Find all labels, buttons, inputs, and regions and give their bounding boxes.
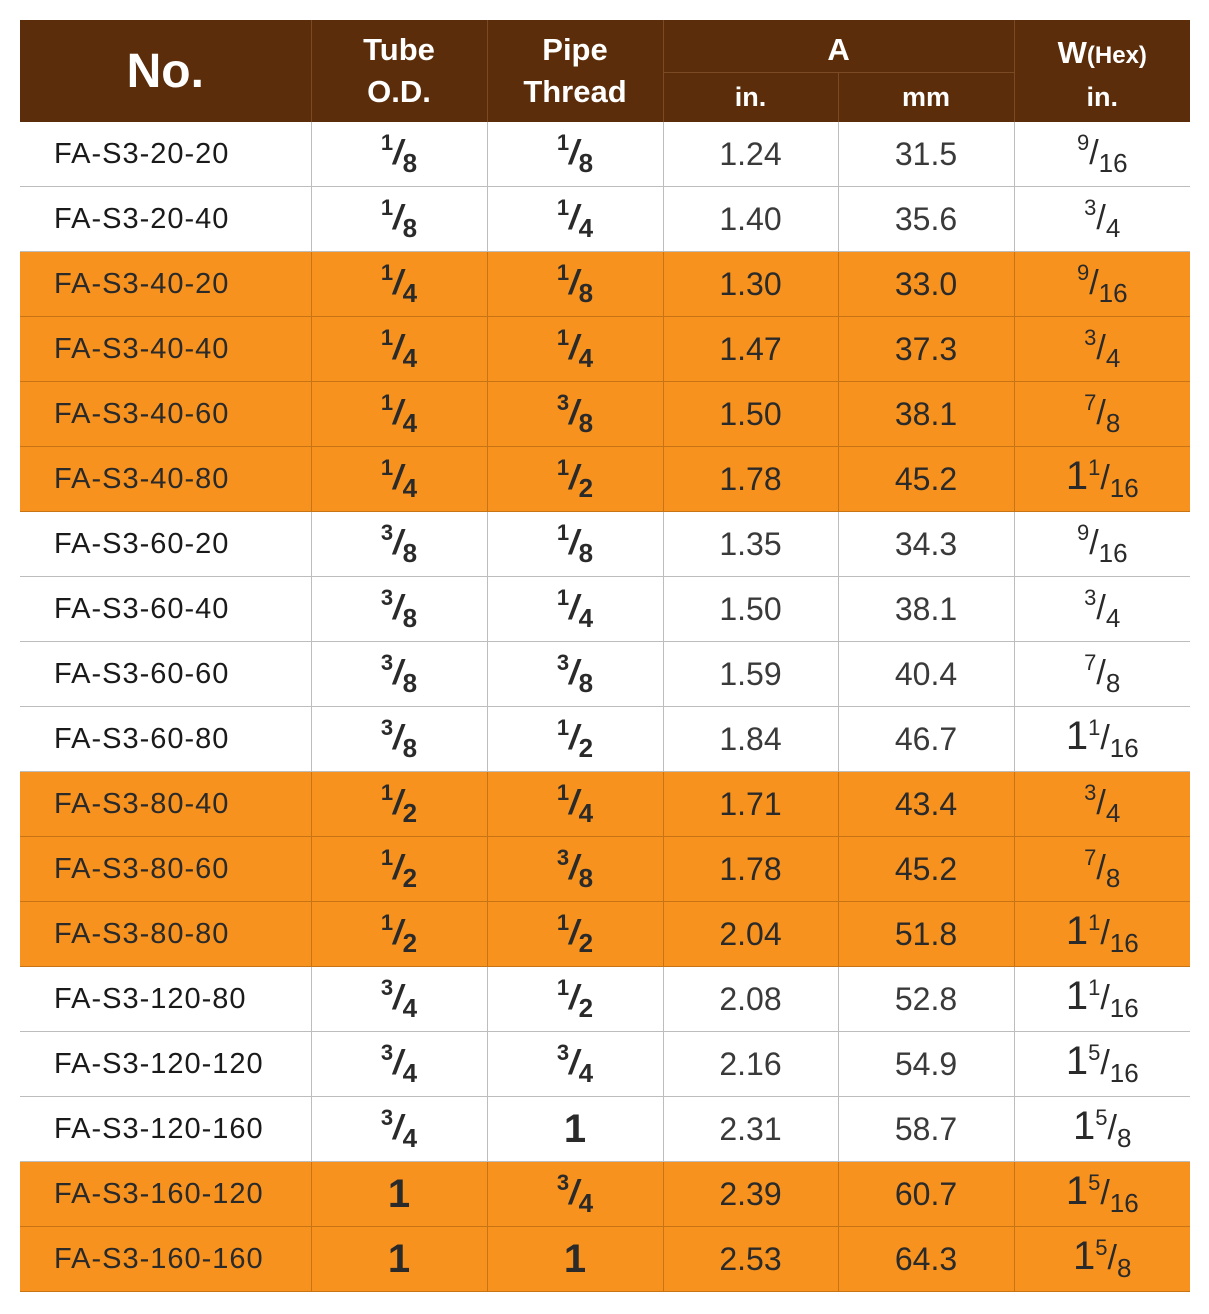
cell-pipe-thread (487, 902, 663, 967)
pipe-thread-value: $^3/_8$ (556, 844, 594, 893)
tube-od-value: $^1/_4$ (380, 324, 418, 373)
cell-a-mm: 64.3 (838, 1227, 1014, 1292)
cell-a-mm: 38.1 (838, 577, 1014, 642)
cell-pipe-thread (487, 187, 663, 252)
cell-a-mm: 60.7 (838, 1162, 1014, 1227)
cell-tube-od (311, 317, 487, 382)
tube-od-value: $^1/_2$ (380, 844, 418, 893)
cell-tube-od (311, 382, 487, 447)
table-row (20, 1097, 1190, 1162)
cell-tube-od (311, 447, 487, 512)
cell-a-in: 2.53 (663, 1227, 838, 1292)
cell-a-in: 2.39 (663, 1162, 838, 1227)
w-hex-value: $1^1/_{16}$ (1065, 714, 1139, 763)
w-hex-value: $1^5/_{16}$ (1065, 1039, 1139, 1088)
w-hex-value: $^3/_4$ (1084, 324, 1121, 373)
cell-tube-od (311, 577, 487, 642)
header-w-hex (1014, 20, 1190, 73)
cell-pipe-thread (487, 1162, 663, 1227)
cell-w-hex (1014, 707, 1190, 772)
table-row (20, 577, 1190, 642)
cell-pipe-thread (487, 382, 663, 447)
cell-w-hex (1014, 252, 1190, 317)
cell-part-number: FA-S3-40-80 (20, 447, 311, 512)
cell-tube-od (311, 642, 487, 707)
w-hex-value: $^9/_{16}$ (1076, 259, 1128, 308)
cell-part-number: FA-S3-20-20 (20, 122, 311, 187)
cell-tube-od (311, 187, 487, 252)
cell-w-hex (1014, 577, 1190, 642)
table-row (20, 707, 1190, 772)
pipe-thread-value: $^1/_2$ (556, 974, 594, 1023)
cell-a-in: 1.24 (663, 122, 838, 187)
cell-tube-od (311, 837, 487, 902)
pipe-thread-value: $^1/_2$ (556, 909, 594, 958)
cell-a-mm: 31.5 (838, 122, 1014, 187)
cell-a-in: 2.08 (663, 967, 838, 1032)
cell-w-hex (1014, 1227, 1190, 1292)
cell-tube-od (311, 1162, 487, 1227)
cell-a-mm: 46.7 (838, 707, 1014, 772)
table-row (20, 837, 1190, 902)
pipe-thread-value: $^3/_8$ (556, 389, 594, 438)
cell-a-in: 2.31 (663, 1097, 838, 1162)
cell-part-number: FA-S3-120-160 (20, 1097, 311, 1162)
pipe-thread-value: $^1/_4$ (556, 194, 594, 243)
pipe-thread-value: $^3/_8$ (556, 649, 594, 698)
cell-a-mm: 38.1 (838, 382, 1014, 447)
cell-w-hex (1014, 447, 1190, 512)
cell-tube-od (311, 252, 487, 317)
cell-a-mm: 37.3 (838, 317, 1014, 382)
tube-od-value: $^3/_8$ (380, 519, 418, 568)
cell-a-in: 1.47 (663, 317, 838, 382)
cell-pipe-thread (487, 1032, 663, 1097)
tube-od-value: $^1/_4$ (380, 454, 418, 503)
cell-a-mm: 40.4 (838, 642, 1014, 707)
table-row (20, 642, 1190, 707)
tube-od-value: $^3/_4$ (380, 1104, 418, 1153)
cell-a-in: 2.16 (663, 1032, 838, 1097)
pipe-thread-value: $^1/_4$ (556, 779, 594, 828)
cell-a-mm: 45.2 (838, 447, 1014, 512)
cell-pipe-thread (487, 1227, 663, 1292)
cell-part-number: FA-S3-20-40 (20, 187, 311, 252)
cell-part-number: FA-S3-80-60 (20, 837, 311, 902)
table-header (20, 20, 1190, 122)
pipe-thread-value: $^1/_2$ (556, 454, 594, 503)
header-a: A (663, 20, 1014, 73)
cell-w-hex (1014, 902, 1190, 967)
cell-w-hex (1014, 967, 1190, 1032)
w-hex-value: $^7/_8$ (1084, 649, 1121, 698)
w-hex-value: $^3/_4$ (1084, 779, 1121, 828)
cell-part-number: FA-S3-40-60 (20, 382, 311, 447)
cell-pipe-thread (487, 512, 663, 577)
table-row (20, 1227, 1190, 1292)
cell-a-in: 1.35 (663, 512, 838, 577)
cell-pipe-thread (487, 1097, 663, 1162)
cell-a-mm: 58.7 (838, 1097, 1014, 1162)
w-hex-value: $^9/_{16}$ (1076, 519, 1128, 568)
w-hex-value: $^7/_8$ (1084, 844, 1121, 893)
pipe-thread-value: $^1/_4$ (556, 324, 594, 373)
cell-a-mm: 34.3 (838, 512, 1014, 577)
tube-od-value: $^3/_4$ (380, 974, 418, 1023)
cell-tube-od (311, 1032, 487, 1097)
cell-w-hex (1014, 837, 1190, 902)
w-hex-value: $^3/_4$ (1084, 194, 1121, 243)
cell-a-mm: 45.2 (838, 837, 1014, 902)
pipe-thread-value: 1 (563, 1106, 587, 1151)
cell-a-in: 1.50 (663, 382, 838, 447)
header-tube-od-line1: Tube (363, 32, 435, 67)
header-pipe-thread (487, 20, 663, 122)
table-row (20, 122, 1190, 187)
pipe-thread-value: $^3/_4$ (556, 1039, 594, 1088)
cell-a-mm: 54.9 (838, 1032, 1014, 1097)
cell-part-number: FA-S3-80-40 (20, 772, 311, 837)
cell-pipe-thread (487, 447, 663, 512)
cell-tube-od (311, 772, 487, 837)
cell-pipe-thread (487, 837, 663, 902)
cell-part-number: FA-S3-120-80 (20, 967, 311, 1032)
cell-a-mm: 43.4 (838, 772, 1014, 837)
header-w: W (1057, 34, 1087, 70)
w-hex-value: $^9/_{16}$ (1076, 129, 1128, 178)
cell-a-in: 2.04 (663, 902, 838, 967)
cell-pipe-thread (487, 967, 663, 1032)
table-row (20, 252, 1190, 317)
cell-a-in: 1.78 (663, 447, 838, 512)
cell-pipe-thread (487, 707, 663, 772)
table-row (20, 317, 1190, 382)
table-body (20, 122, 1190, 1292)
cell-a-in: 1.50 (663, 577, 838, 642)
tube-od-value: $^1/_2$ (380, 779, 418, 828)
cell-a-in: 1.59 (663, 642, 838, 707)
pipe-thread-value: $^1/_8$ (556, 259, 594, 308)
w-hex-value: $^3/_4$ (1084, 584, 1121, 633)
tube-od-value: $^3/_4$ (380, 1039, 418, 1088)
header-no: No. (20, 20, 311, 122)
header-pipe-thread-line1: Pipe (542, 32, 608, 67)
cell-pipe-thread (487, 772, 663, 837)
pipe-thread-value: 1 (563, 1236, 587, 1281)
cell-w-hex (1014, 642, 1190, 707)
cell-a-mm: 52.8 (838, 967, 1014, 1032)
cell-part-number: FA-S3-60-20 (20, 512, 311, 577)
tube-od-value: 1 (387, 1171, 411, 1216)
cell-tube-od (311, 707, 487, 772)
cell-pipe-thread (487, 252, 663, 317)
tube-od-value: $^1/_4$ (380, 259, 418, 308)
cell-part-number: FA-S3-160-160 (20, 1227, 311, 1292)
header-a-in: in. (663, 73, 838, 123)
table-row (20, 512, 1190, 577)
table-row (20, 967, 1190, 1032)
cell-tube-od (311, 1097, 487, 1162)
pipe-thread-value: $^1/_8$ (556, 129, 594, 178)
cell-pipe-thread (487, 577, 663, 642)
table-row (20, 1162, 1190, 1227)
header-hex: (Hex) (1086, 41, 1147, 69)
table-row (20, 187, 1190, 252)
w-hex-value: $1^1/_{16}$ (1065, 974, 1139, 1023)
w-hex-value: $1^1/_{16}$ (1065, 454, 1139, 503)
cell-a-in: 1.84 (663, 707, 838, 772)
cell-w-hex (1014, 1097, 1190, 1162)
cell-pipe-thread (487, 317, 663, 382)
table-row (20, 772, 1190, 837)
fitting-dimensions-table (20, 20, 1190, 1292)
cell-w-hex (1014, 1162, 1190, 1227)
w-hex-value: $1^5/_8$ (1073, 1104, 1132, 1153)
w-hex-value: $1^1/_{16}$ (1065, 909, 1139, 958)
w-hex-value: $^7/_8$ (1084, 389, 1121, 438)
table-row (20, 1032, 1190, 1097)
cell-part-number: FA-S3-40-40 (20, 317, 311, 382)
cell-tube-od (311, 902, 487, 967)
tube-od-value: $^1/_8$ (380, 129, 418, 178)
cell-w-hex (1014, 512, 1190, 577)
cell-a-mm: 35.6 (838, 187, 1014, 252)
pipe-thread-value: $^1/_8$ (556, 519, 594, 568)
cell-w-hex (1014, 382, 1190, 447)
header-w-in: in. (1014, 73, 1190, 123)
pipe-thread-value: $^3/_4$ (556, 1169, 594, 1218)
table-row (20, 902, 1190, 967)
cell-w-hex (1014, 187, 1190, 252)
cell-part-number: FA-S3-80-80 (20, 902, 311, 967)
header-pipe-thread-line2: Thread (523, 74, 627, 109)
cell-a-in: 1.40 (663, 187, 838, 252)
cell-a-mm: 51.8 (838, 902, 1014, 967)
cell-tube-od (311, 512, 487, 577)
cell-a-in: 1.71 (663, 772, 838, 837)
cell-a-in: 1.78 (663, 837, 838, 902)
cell-part-number: FA-S3-160-120 (20, 1162, 311, 1227)
cell-tube-od (311, 122, 487, 187)
cell-a-mm: 33.0 (838, 252, 1014, 317)
w-hex-value: $1^5/_8$ (1073, 1234, 1132, 1283)
tube-od-value: 1 (387, 1236, 411, 1281)
header-tube-od-line2: O.D. (367, 74, 431, 109)
cell-w-hex (1014, 122, 1190, 187)
tube-od-value: $^3/_8$ (380, 649, 418, 698)
table-row (20, 447, 1190, 512)
w-hex-value: $1^5/_{16}$ (1065, 1169, 1139, 1218)
cell-tube-od (311, 1227, 487, 1292)
cell-part-number: FA-S3-40-20 (20, 252, 311, 317)
cell-pipe-thread (487, 122, 663, 187)
tube-od-value: $^1/_2$ (380, 909, 418, 958)
cell-part-number: FA-S3-60-80 (20, 707, 311, 772)
pipe-thread-value: $^1/_4$ (556, 584, 594, 633)
cell-w-hex (1014, 317, 1190, 382)
pipe-thread-value: $^1/_2$ (556, 714, 594, 763)
cell-part-number: FA-S3-60-40 (20, 577, 311, 642)
tube-od-value: $^3/_8$ (380, 584, 418, 633)
table-row (20, 382, 1190, 447)
cell-w-hex (1014, 1032, 1190, 1097)
cell-pipe-thread (487, 642, 663, 707)
cell-part-number: FA-S3-60-60 (20, 642, 311, 707)
header-tube-od (311, 20, 487, 122)
tube-od-value: $^1/_4$ (380, 389, 418, 438)
cell-a-in: 1.30 (663, 252, 838, 317)
cell-part-number: FA-S3-120-120 (20, 1032, 311, 1097)
tube-od-value: $^3/_8$ (380, 714, 418, 763)
header-a-mm: mm (838, 73, 1014, 123)
cell-w-hex (1014, 772, 1190, 837)
tube-od-value: $^1/_8$ (380, 194, 418, 243)
cell-tube-od (311, 967, 487, 1032)
